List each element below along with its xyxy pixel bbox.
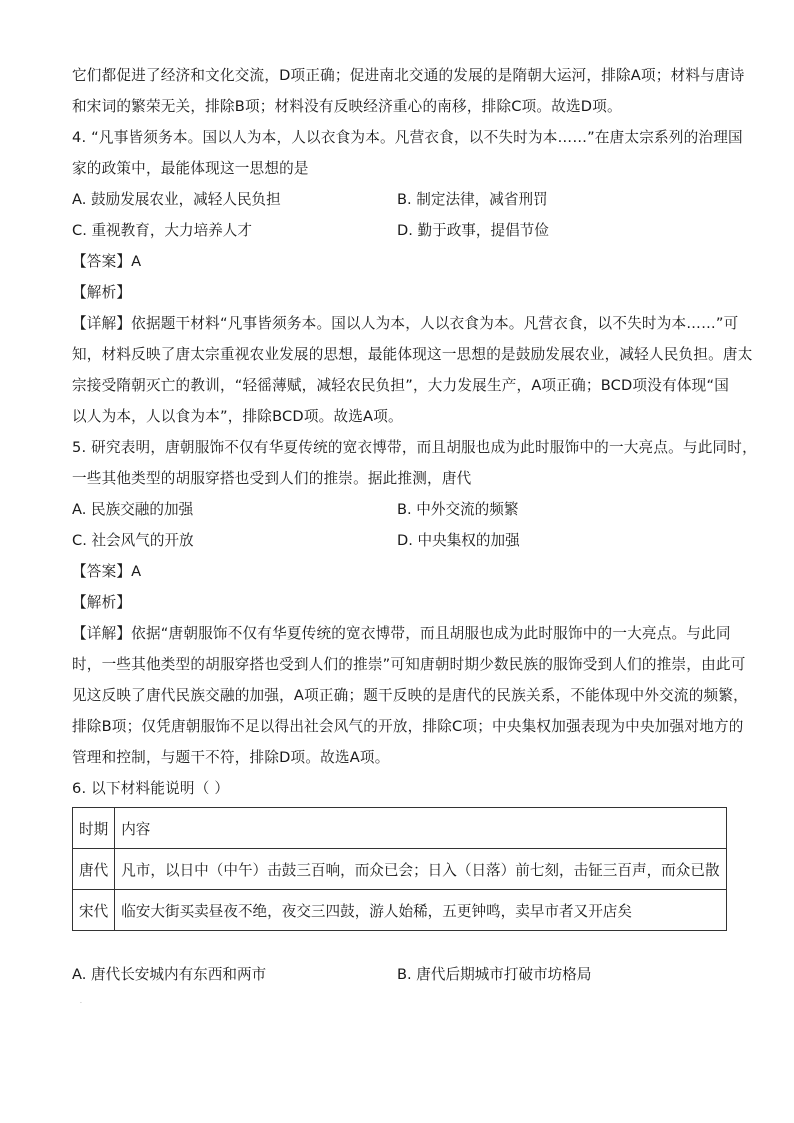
option-b: B. 中外交流的频繁	[397, 501, 519, 518]
table-header-row	[73, 808, 727, 849]
document-page	[72, 60, 757, 990]
question-4	[72, 122, 753, 432]
detail-line: 【详解】依据题干材料“凡事皆须务本。国以人为本，人以衣食为本。凡营衣食，以不失时为本……”可	[72, 315, 739, 332]
table-cell: 临安大街买卖昼夜不绝，夜交三四鼓，游人始稀，五更钟鸣，卖早市者又开店矣	[115, 890, 726, 931]
detail-line: 排除B项；仅凭唐朝服饰不足以得出社会风气的开放，排除C项；中央集权加强表现为中央加强对地方的	[72, 718, 744, 735]
answer-label: 【答案】A	[72, 563, 142, 580]
material-table	[72, 807, 727, 931]
option-a: A. 民族交融的加强	[72, 501, 194, 518]
option-d: D. 中央集权的加强	[397, 532, 520, 549]
table-cell: 宋代	[73, 890, 115, 931]
detail-line: 【详解】依据“唐朝服饰不仅有华夏传统的宽衣博带，而且胡服也成为此时服饰中的一大亮点。与此同	[72, 625, 731, 642]
question-stem-line: 6. 以下材料能说明（ ）	[72, 780, 230, 797]
question-stem-line: 一些其他类型的胡服穿搭也受到人们的推崇。据此推测，唐代	[72, 470, 472, 487]
option-b: B. 唐代后期城市打破市坊格局	[397, 966, 592, 983]
option-c: C. 社会风气的开放	[72, 532, 194, 549]
page-mark: ·	[80, 1000, 82, 1007]
question-6	[72, 773, 722, 990]
analysis-label: 【解析】	[72, 284, 132, 301]
question-stem-line: 4. “凡事皆须务本。国以人为本，人以衣食为本。凡营衣食，以不失时为本……”在唐太宗系列的治理国	[72, 129, 743, 146]
text-line: 和宋词的繁荣无关，排除B项；材料没有反映经济重心的南移，排除C项。故选D项。	[72, 98, 622, 115]
option-row	[72, 184, 722, 215]
table-header-cell: 内容	[115, 808, 726, 849]
table-cell: 凡市，以日中（中午）击鼓三百响，而众已会；日入（日落）前七刻，击钲三百声，而众已散	[115, 849, 726, 890]
table-row	[73, 849, 727, 890]
option-d: D. 勤于政事，提倡节俭	[397, 222, 549, 239]
option-row	[72, 215, 722, 246]
table-cell: 唐代	[73, 849, 115, 890]
text-line: 它们都促进了经济和文化交流，D项正确；促进南北交通的发展的是隋朝大运河，排除A项；材料与唐诗	[72, 67, 745, 84]
question-stem-line: 家的政策中，最能体现这一思想的是	[72, 160, 309, 177]
option-b: B. 制定法律，减省刑罚	[397, 191, 548, 208]
question-stem-line: 5. 研究表明，唐朝服饰不仅有华夏传统的宽衣博带，而且胡服也成为此时服饰中的一大亮点。与此同时，	[72, 439, 757, 456]
option-a: A. 鼓励发展农业，减轻人民负担	[72, 191, 281, 208]
option-row	[72, 494, 722, 525]
detail-line: 以人为本，人以食为本”，排除BCD项。故选A项。	[72, 408, 403, 425]
option-c: C. 重视教育，大力培养人才	[72, 222, 253, 239]
intro-paragraph	[72, 60, 745, 122]
analysis-label: 【解析】	[72, 594, 132, 611]
detail-line: 见这反映了唐代民族交融的加强，A项正确；题干反映的是唐代的民族关系，不能体现中外交流的频繁，	[72, 687, 748, 704]
option-row	[72, 525, 722, 556]
detail-line: 知，材料反映了唐太宗重视农业发展的思想，最能体现这一思想的是鼓励发展农业，减轻人民负担。唐太	[72, 346, 753, 363]
detail-line: 宗接受隋朝灭亡的教训，“轻徭薄赋，减轻农民负担”，大力发展生产，A项正确；BCD项没有体现“国	[72, 377, 730, 394]
spacer	[72, 931, 722, 959]
option-row	[72, 959, 722, 990]
answer-label: 【答案】A	[72, 253, 142, 270]
detail-line: 管理和控制，与题干不符，排除D项。故选A项。	[72, 749, 390, 766]
option-a: A. 唐代长安城内有东西和两市	[72, 966, 267, 983]
question-5	[72, 432, 757, 773]
detail-line: 时，一些其他类型的胡服穿搭也受到人们的推崇”可知唐朝时期少数民族的服饰受到人们的推崇，由此可	[72, 656, 746, 673]
table-header-cell: 时期	[73, 808, 115, 849]
table-row	[73, 890, 727, 931]
